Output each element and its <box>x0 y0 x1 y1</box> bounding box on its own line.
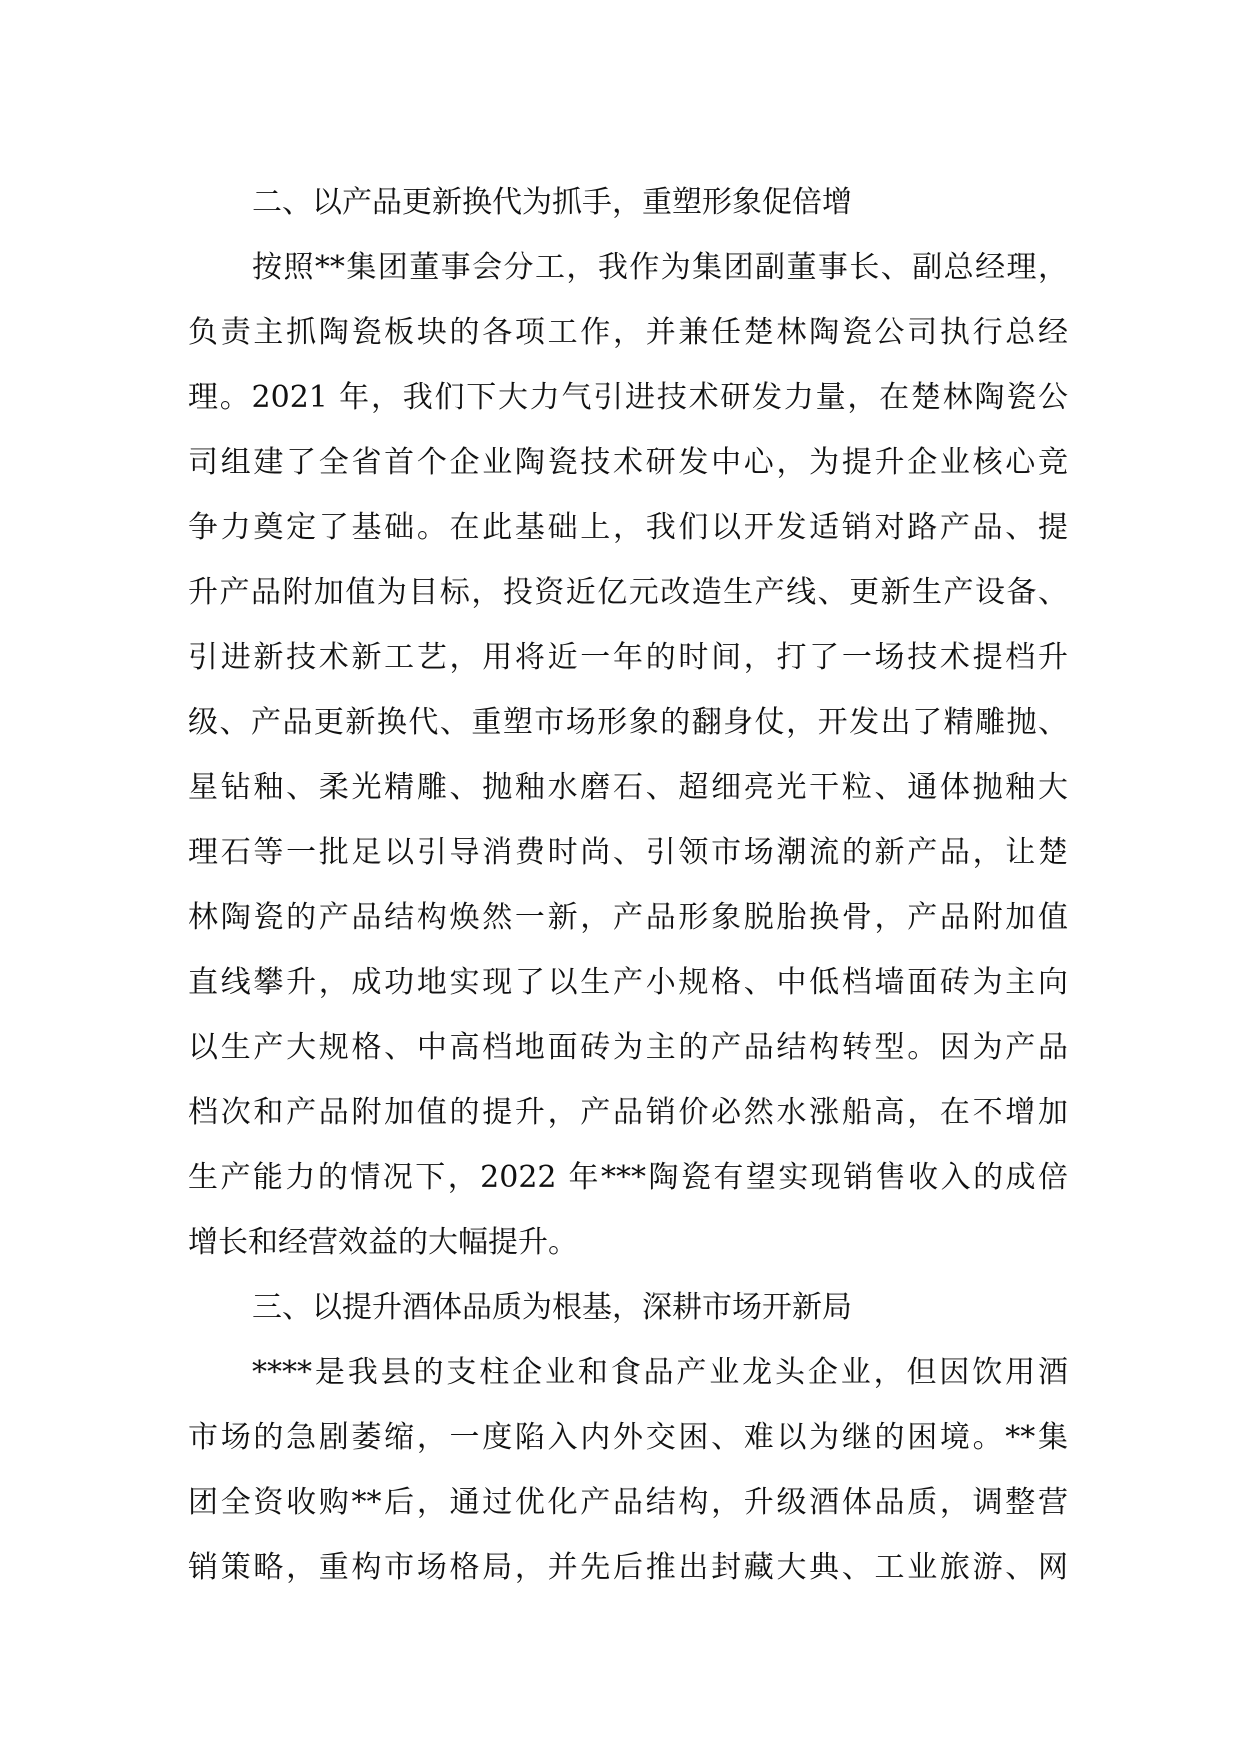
paragraph-line: 市场的急剧萎缩，一度陷入内外交困、难以为继的困境。**集 <box>188 1420 1068 1455</box>
heading-line: 三、以提升酒体品质为根基，深耕市场开新局 <box>252 1290 852 1325</box>
paragraph-line: 销策略，重构市场格局，并先后推出封藏大典、工业旅游、网 <box>188 1550 1068 1585</box>
section-heading-2 <box>188 170 1068 235</box>
section-heading-3 <box>188 1275 1068 1340</box>
paragraph-line: 引进新技术新工艺，用将近一年的时间，打了一场技术提档升 <box>188 640 1068 675</box>
document-body <box>188 170 1068 1600</box>
paragraph-line: 按照**集团董事会分工，我作为集团副董事长、副总经理， <box>252 250 1068 285</box>
paragraph-line: 争力奠定了基础。在此基础上，我们以开发适销对路产品、提 <box>188 510 1068 545</box>
paragraph-liquor <box>188 1340 1068 1600</box>
heading-line: 二、以产品更新换代为抓手，重塑形象促倍增 <box>252 185 852 220</box>
paragraph-line: 星钻釉、柔光精雕、抛釉水磨石、超细亮光干粒、通体抛釉大 <box>188 770 1068 805</box>
paragraph-line: 理石等一批足以引导消费时尚、引领市场潮流的新产品，让楚 <box>188 835 1068 870</box>
paragraph-line: 理。2021 年，我们下大力气引进技术研发力量，在楚林陶瓷公 <box>188 380 1068 415</box>
paragraph-line: 负责主抓陶瓷板块的各项工作，并兼任楚林陶瓷公司执行总经 <box>188 315 1068 350</box>
paragraph-ceramics <box>188 235 1068 1275</box>
paragraph-line: 司组建了全省首个企业陶瓷技术研发中心，为提升企业核心竞 <box>188 445 1068 480</box>
paragraph-line: 升产品附加值为目标，投资近亿元改造生产线、更新生产设备、 <box>188 575 1068 610</box>
paragraph-line: 档次和产品附加值的提升，产品销价必然水涨船高，在不增加 <box>188 1095 1068 1130</box>
paragraph-line: 以生产大规格、中高档地面砖为主的产品结构转型。因为产品 <box>188 1030 1068 1065</box>
paragraph-line: 团全资收购**后，通过优化产品结构，升级酒体品质，调整营 <box>188 1485 1068 1520</box>
paragraph-line: 林陶瓷的产品结构焕然一新，产品形象脱胎换骨，产品附加值 <box>188 900 1068 935</box>
paragraph-line: 级、产品更新换代、重塑市场形象的翻身仗，开发出了精雕抛、 <box>188 705 1068 740</box>
paragraph-line: 增长和经营效益的大幅提升。 <box>188 1225 578 1260</box>
paragraph-line: 直线攀升，成功地实现了以生产小规格、中低档墙面砖为主向 <box>188 965 1068 1000</box>
paragraph-line: 生产能力的情况下，2022 年***陶瓷有望实现销售收入的成倍 <box>188 1160 1068 1195</box>
paragraph-line: ****是我县的支柱企业和食品产业龙头企业，但因饮用酒 <box>252 1355 1068 1390</box>
